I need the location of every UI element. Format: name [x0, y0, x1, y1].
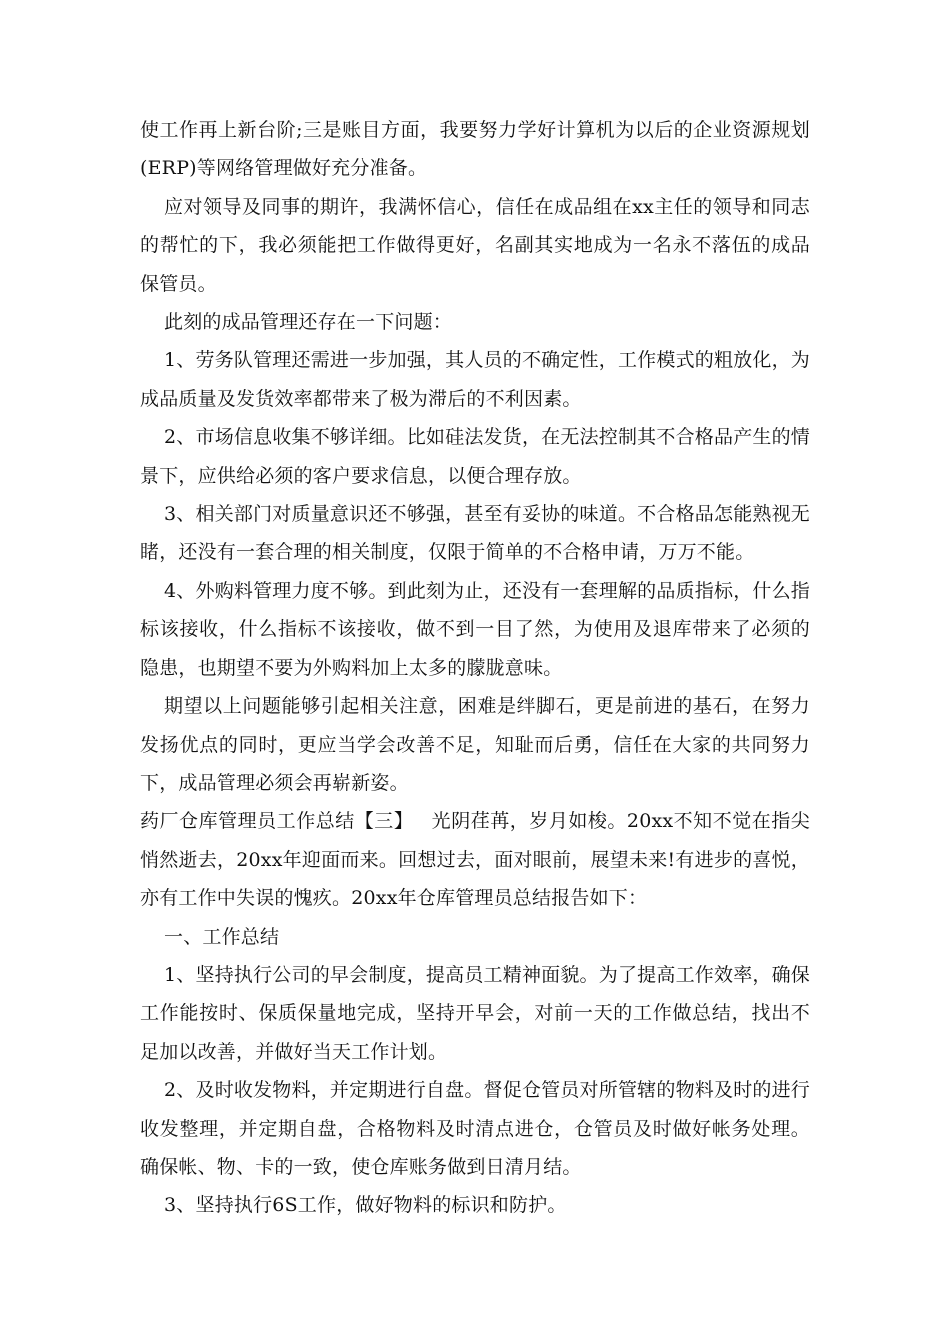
section-title: 药厂仓库管理员工作总结【三】 [140, 810, 414, 833]
document-body [140, 111, 810, 1225]
summary-item-1: 1、坚持执行公司的早会制度，提高员工精神面貌。为了提高工作效率，确保工作能按时、保质保量地完成，坚持开早会，对前一天的工作做总结，找出不足加以改善，并做好当天工作计划。 [140, 963, 810, 1063]
problem-item-2: 2、市场信息收集不够详细。比如硅法发货，在无法控制其不合格品产生的情景下，应供给必须的客户要求信息，以便合理存放。 [140, 426, 810, 487]
problem-item-3: 3、相关部门对质量意识还不够强，甚至有妥协的味道。不合格品怎能熟视无睹，还没有一套合理的相关制度，仅限于简单的不合格申请，万万不能。 [140, 503, 810, 564]
problem-item-4: 4、外购料管理力度不够。到此刻为止，还没有一套理解的品质指标，什么指标该接收，什么指标不该接收，做不到一目了然，为使用及退库带来了必须的隐患，也期望不要为外购料加上太多的朦胧意味。 [140, 579, 810, 679]
summary-item-3: 3、坚持执行6S工作，做好物料的标识和防护。 [164, 1194, 567, 1217]
section-intro: 光阴荏苒，岁月如梭。20xx不知不觉在指尖悄然逝去，20xx年迎面而来。回想过去，面对眼前，展望未来!有进步的喜悦，亦有工作中失误的愧疚。20xx年仓库管理员总结报告如下： [140, 810, 810, 910]
paragraph-closing: 期望以上问题能够引起相关注意，困难是绊脚石，更是前进的基石，在努力发扬优点的同时，更应当学会改善不足，知耻而后勇，信任在大家的共同努力下，成品管理必须会再崭新姿。 [140, 695, 810, 794]
problem-item-1: 1、劳务队管理还需进一步加强，其人员的不确定性，工作模式的粗放化，为成品质量及发货效率都带来了极为滞后的不利因素。 [140, 349, 810, 410]
paragraph-problems-intro: 此刻的成品管理还存在一下问题： [164, 311, 453, 334]
paragraph-expectation: 应对领导及同事的期许，我满怀信心，信任在成品组在xx主任的领导和同志的帮忙的下，我必须能把工作做得更好，名副其实地成为一名永不落伍的成品保管员。 [140, 195, 810, 295]
paragraph-continuation: 使工作再上新台阶;三是账目方面，我要努力学好计算机为以后的企业资源规划(ERP)等网络管理做好充分准备。 [140, 119, 810, 180]
subheading-work-summary: 一、工作总结 [164, 925, 280, 948]
summary-item-2: 2、及时收发物料，并定期进行自盘。督促仓管员对所管辖的物料及时的进行收发整理，并定期自盘，合格物料及时清点进仓，仓管员及时做好帐务处理。确保帐、物、卡的一致，使仓库账务做到日清月结。 [140, 1079, 810, 1178]
section-paragraph [140, 802, 810, 917]
